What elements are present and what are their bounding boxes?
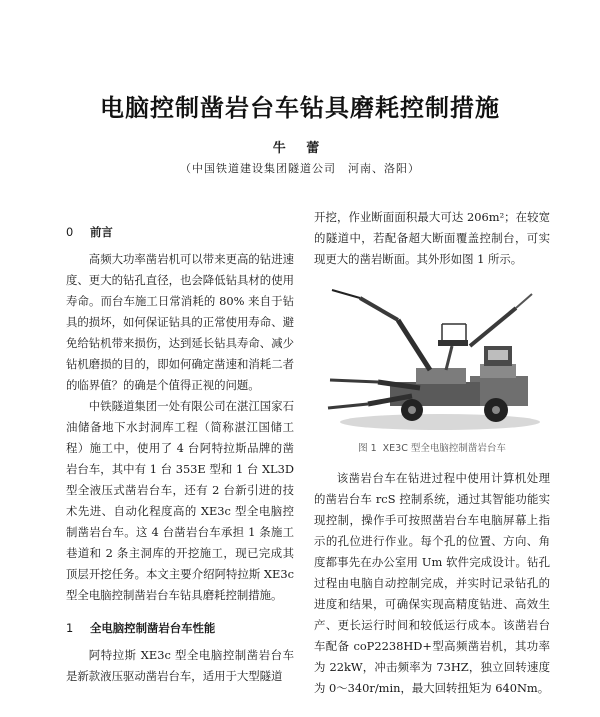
paragraph: 中铁隧道集团一处有限公司在湛江国家石油储备地下水封洞库工程（简称湛江国储工程）施工中，使用了 4 台阿特拉斯品牌的凿岩台车，其中有 1 台 353E 型和 1 台 XL3D 型全液压式凿岩台车，还有 2 台新引进的技术先进、自动化程度高的 XE3c 型全电脑控制凿岩台车。这 4 台凿岩台车承担 1 条施工巷道和 2 条主洞库的开挖施工，现已完成其顶层开挖任务。本文主要介绍阿特拉斯 XE3c 型全电脑控制凿岩台车钻具磨耗控制措施。	[66, 399, 294, 602]
paragraph: 开挖，作业断面面积最大可达 206m²；在较宽的隧道中，若配备超大断面覆盖控制台，可实现更大的凿岩断面。其外形如图 1 所示。	[314, 210, 550, 266]
section-title: 前言	[90, 225, 113, 239]
right-column	[314, 207, 550, 699]
figure-caption	[314, 440, 550, 458]
section-heading-intro	[66, 222, 294, 243]
author-name: 牛 蕾	[272, 141, 328, 156]
paragraph: 阿特拉斯 XE3c 型全电脑控制凿岩台车是新款液压驱动凿岩台车，适用于大型隧道	[66, 648, 294, 683]
figure-label: 图 1	[358, 443, 377, 454]
figure-caption-text: XE3C 型全电脑控制凿岩台车	[382, 443, 506, 454]
drilling-jumbo-photo-icon	[320, 284, 544, 436]
figure-1	[314, 284, 550, 436]
paragraph: 该凿岩台车在钻进过程中使用计算机处理的凿岩台车 rcS 控制系统，通过其智能功能实现控制，操作手可按照凿岩台车电脑屏幕上指示的孔位进行作业。每个孔的位置、方向、角度都事先在办公室用 Um 软件完成设计。钻孔过程由电脑自动控制完成，并实时记录钻孔的进度和结果，可确保实现高精度钻进、高效生产、更长运行时间和较低运行成本。该凿岩台车配备 coP2238HD+型高频凿岩机，其功率为 22kW，冲击频率为 73HZ，独立回转速度为 0～340r/min，最大回转扭矩为 640Nm。	[314, 471, 550, 695]
left-column	[66, 222, 294, 687]
author-affiliation: （中国铁道建设集团隧道公司 河南、洛阳）	[180, 162, 420, 175]
section-title: 全电脑控制凿岩台车性能	[90, 621, 216, 635]
paper-title: 电脑控制凿岩台车钻具磨耗控制措施	[100, 94, 500, 122]
section-number: 0	[66, 225, 74, 239]
section-number: 1	[66, 621, 74, 635]
section-heading-performance	[66, 618, 294, 639]
paragraph: 高频大功率凿岩机可以带来更高的钻进速度、更大的钻孔直径，也会降低钻具材的使用寿命。而台车施工日常消耗的 80% 来自于钻具的损坏，如何保证钻具的正常使用寿命、避免给钻机带来损伤，达到延长钻具寿命、减少钻机磨损的目的，即如何确定凿速和消耗二者的临界值？的确是个值得正视的问题。	[66, 252, 294, 392]
